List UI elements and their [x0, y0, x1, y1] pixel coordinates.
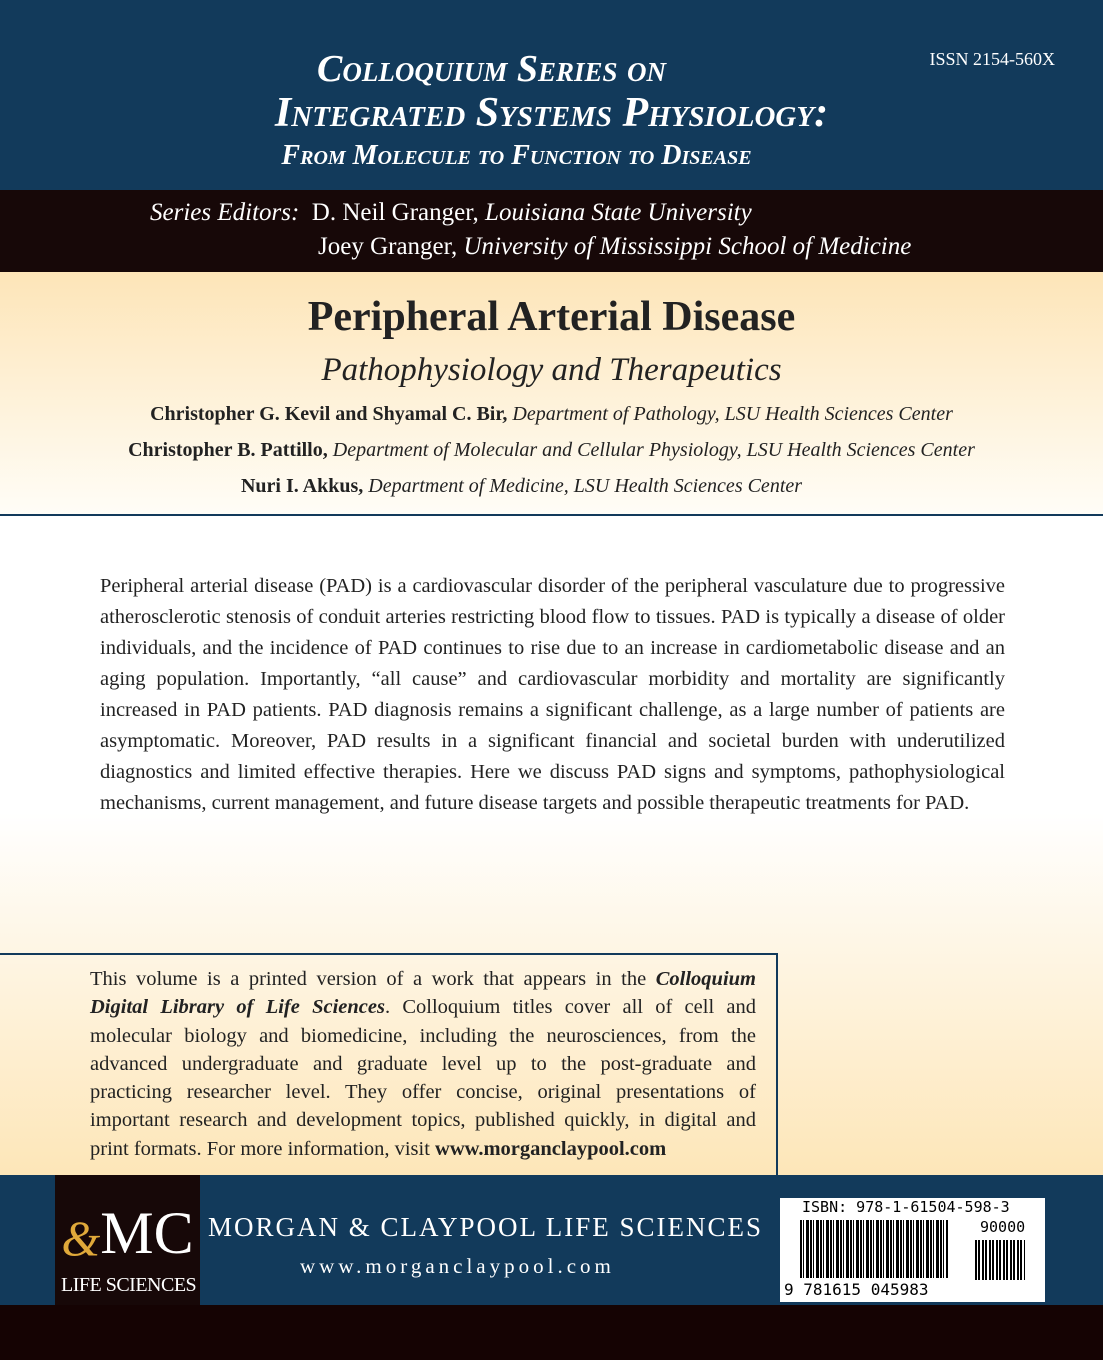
series-line-3: From Molecule to Function to Disease — [281, 140, 752, 171]
author-names: Nuri I. Akkus, — [240, 475, 364, 497]
isbn-text: ISBN: 978-1-61504-598-3 — [802, 1198, 1010, 1216]
editor-1-affiliation: Louisiana State University — [485, 199, 752, 226]
library-name: Colloquium Digital Library of Life Sciences — [90, 968, 756, 1019]
isbn-barcode — [780, 1198, 1045, 1302]
author-line-1 — [0, 402, 1103, 426]
logo-monogram — [59, 1191, 196, 1266]
library-info-box — [0, 953, 778, 1176]
book-header — [0, 272, 1103, 516]
info-text: . Colloquium titles cover all of cell and molecular biology and biomedicine, including the neurosciences, from the advanced undergraduate and graduate level up to the post-graduate and practicing researcher level. They offer concise, original presentations of important research and development topics, published quickly, in digital and print formats. For more information, visit — [90, 996, 757, 1160]
editor-1-name: D. Neil Granger, — [311, 199, 479, 226]
logo-subtitle: LIFE SCIENCES — [61, 1274, 197, 1296]
author-names: Christopher G. Kevil and Shyamal C. Bir, — [150, 403, 508, 425]
abstract: Peripheral arterial disease (PAD) is a cardiovascular disorder of the peripheral vasculature due to progressive atherosclerotic stenosis of conduit arteries restricting blood flow to tissues. PAD is typically a disease of older individuals, and the incidence of PAD continues to rise due to an increase in cardiometabolic disease and an aging population. Importantly, “all cause” and cardiovascular morbidity and mortality are significantly increased in PAD patients. PAD diagnosis remains a significant challenge, as a large number of patients are asymptomatic. Moreover, PAD results in a significant financial and societal burden with underutilized diagnostics and limited effective therapies. Here we discuss PAD signs and symptoms, pathophysiological mechanisms, current management, and future disease targets and possible therapeutic treatments for PAD. — [100, 575, 1005, 814]
publisher-band — [0, 1175, 1103, 1305]
author-affiliation: Department of Pathology, LSU Health Sciences Center — [512, 403, 953, 425]
bottom-band — [0, 1305, 1103, 1360]
publisher-url[interactable]: www.morganclaypool.com — [300, 1254, 615, 1278]
author-line-3 — [0, 474, 1073, 498]
book-title: Peripheral Arterial Disease — [307, 294, 796, 340]
series-line-1: Colloquium Series on — [316, 48, 667, 90]
issn: ISSN 2154-560X — [929, 49, 1055, 69]
editor-2-name: Joey Granger, — [318, 233, 458, 260]
author-affiliation: Department of Medicine, LSU Health Sciences Center — [368, 475, 803, 497]
price-code: 90000 — [980, 1218, 1026, 1236]
body-area — [0, 516, 1103, 1176]
barcode-bars — [800, 1220, 948, 1278]
editors-label: Series Editors: — [150, 199, 300, 226]
book-subtitle: Pathophysiology and Therapeutics — [321, 352, 782, 388]
author-line-2 — [0, 438, 1103, 462]
barcode-number: 9 781615 045983 — [784, 1280, 929, 1299]
logo-m: M — [100, 1200, 154, 1266]
info-text: This volume is a printed version of a work that appears in the — [90, 968, 656, 990]
series-line-2: Integrated Systems Physiology: — [274, 90, 829, 136]
editor-2-affiliation: University of Mississippi School of Medicine — [463, 233, 912, 260]
logo-ampersand: & — [61, 1210, 101, 1266]
price-barcode-bars — [975, 1240, 1025, 1280]
series-editors — [0, 190, 1103, 272]
publisher-name: MORGAN & CLAYPOOL LIFE SCIENCES — [208, 1212, 764, 1242]
author-names: Christopher B. Pattillo, — [128, 439, 328, 461]
series-header — [0, 0, 1103, 190]
publisher-logo — [55, 1175, 200, 1305]
info-url[interactable]: www.morganclaypool.com — [435, 1137, 667, 1160]
logo-c: C — [153, 1200, 194, 1266]
author-affiliation: Department of Molecular and Cellular Physiology, LSU Health Sciences Center — [332, 439, 975, 461]
